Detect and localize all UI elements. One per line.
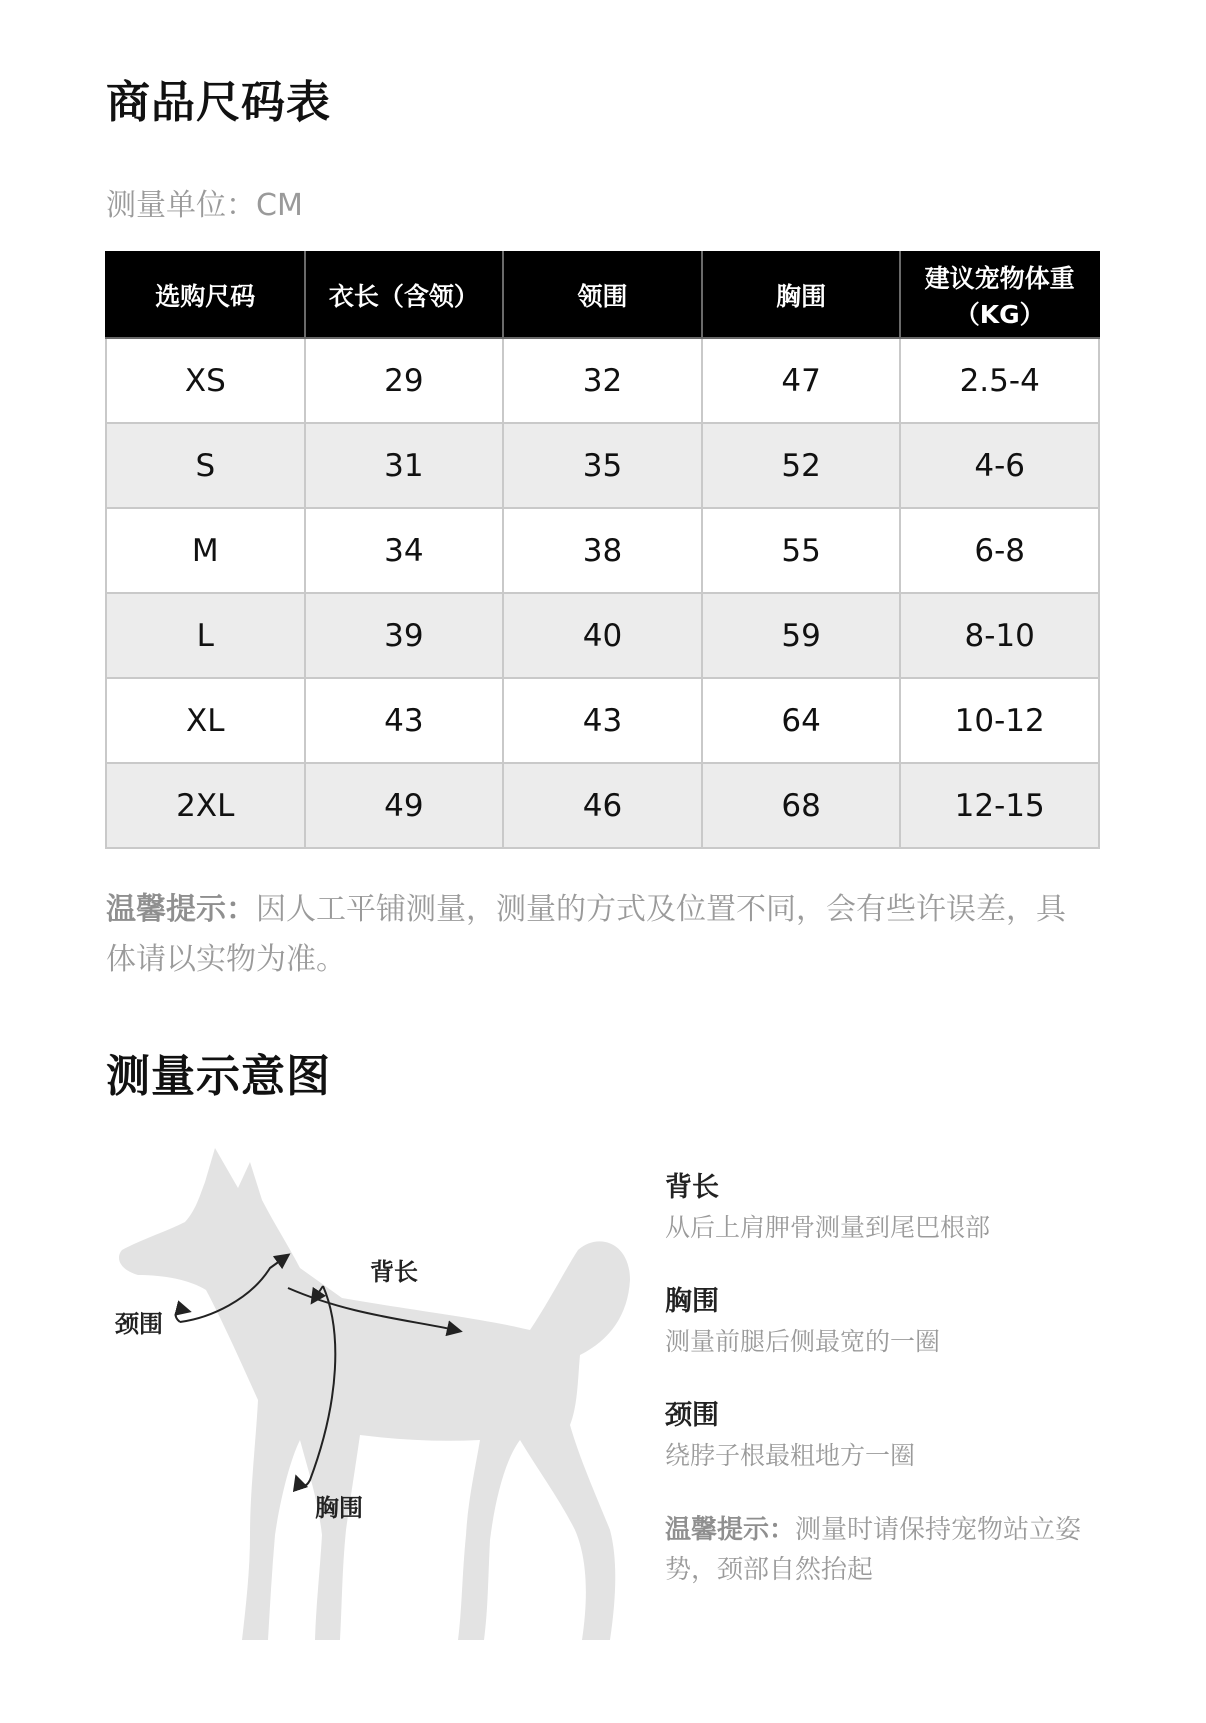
header-length: 衣长（含领） [305,252,504,338]
note-text: 测量时请保持宠物站立姿势，颈部自然抬起 [665,1515,1082,1585]
cell-weight: 10-12 [900,678,1099,763]
cell-neck: 43 [503,678,702,763]
cell-size: L [106,593,305,678]
legend-title: 背长 [665,1172,719,1203]
legend-desc: 从后上肩胛骨测量到尾巴根部 [665,1213,991,1242]
header-chest: 胸围 [702,252,901,338]
tip-text: 因人工平铺测量，测量的方式及位置不同，会有些许误差，具体请以实物为准。 [106,892,1066,977]
tip-label: 温馨提示： [106,892,256,927]
cell-chest: 68 [702,763,901,848]
legend-title: 颈围 [665,1400,719,1431]
table-row [106,678,1099,763]
legend-title: 胸围 [665,1286,719,1317]
table-row [106,423,1099,508]
label-back: 背长 [370,1258,418,1286]
cell-weight: 4-6 [900,423,1099,508]
cell-length: 39 [305,593,504,678]
cell-weight: 2.5-4 [900,338,1099,423]
cell-chest: 64 [702,678,901,763]
cell-size: 2XL [106,763,305,848]
header-neck: 领围 [503,252,702,338]
cell-length: 29 [305,338,504,423]
cell-chest: 59 [702,593,901,678]
dog-illustration [110,1140,650,1680]
cell-neck: 40 [503,593,702,678]
cell-length: 34 [305,508,504,593]
cell-size: S [106,423,305,508]
note-label: 温馨提示： [665,1515,796,1545]
cell-chest: 52 [702,423,901,508]
legend-desc: 测量前腿后侧最宽的一圈 [665,1327,941,1356]
cell-size: M [106,508,305,593]
neck-measure-curl [176,1310,184,1322]
size-table [105,251,1100,849]
dog-diagram [110,1140,650,1680]
legend-item-back [665,1168,1105,1248]
cell-chest: 55 [702,508,901,593]
header-weight: 建议宠物体重（KG） [900,252,1099,338]
table-row [106,763,1099,848]
size-tip [106,885,1091,985]
cell-weight: 12-15 [900,763,1099,848]
cell-weight: 6-8 [900,508,1099,593]
label-neck: 颈围 [115,1310,163,1338]
cell-weight: 8-10 [900,593,1099,678]
cell-length: 31 [305,423,504,508]
legend-desc: 绕脖子根最粗地方一圈 [665,1441,916,1470]
size-chart-title: 商品尺码表 [106,77,331,128]
cell-chest: 47 [702,338,901,423]
measurement-note [665,1510,1105,1590]
header-size: 选购尺码 [106,252,305,338]
table-row [106,338,1099,423]
cell-neck: 32 [503,338,702,423]
cell-length: 43 [305,678,504,763]
cell-neck: 46 [503,763,702,848]
legend-item-neck [665,1396,1105,1476]
table-row [106,508,1099,593]
label-chest: 胸围 [315,1494,363,1522]
cell-neck: 35 [503,423,702,508]
legend-item-chest [665,1282,1105,1362]
dog-silhouette [119,1148,630,1640]
cell-size: XL [106,678,305,763]
cell-size: XS [106,338,305,423]
table-header-row [106,252,1099,338]
table-row [106,593,1099,678]
diagram-title: 测量示意图 [106,1051,331,1102]
measurement-legend [665,1168,1105,1590]
measurement-unit: 测量单位：CM [106,188,303,223]
cell-neck: 38 [503,508,702,593]
cell-length: 49 [305,763,504,848]
